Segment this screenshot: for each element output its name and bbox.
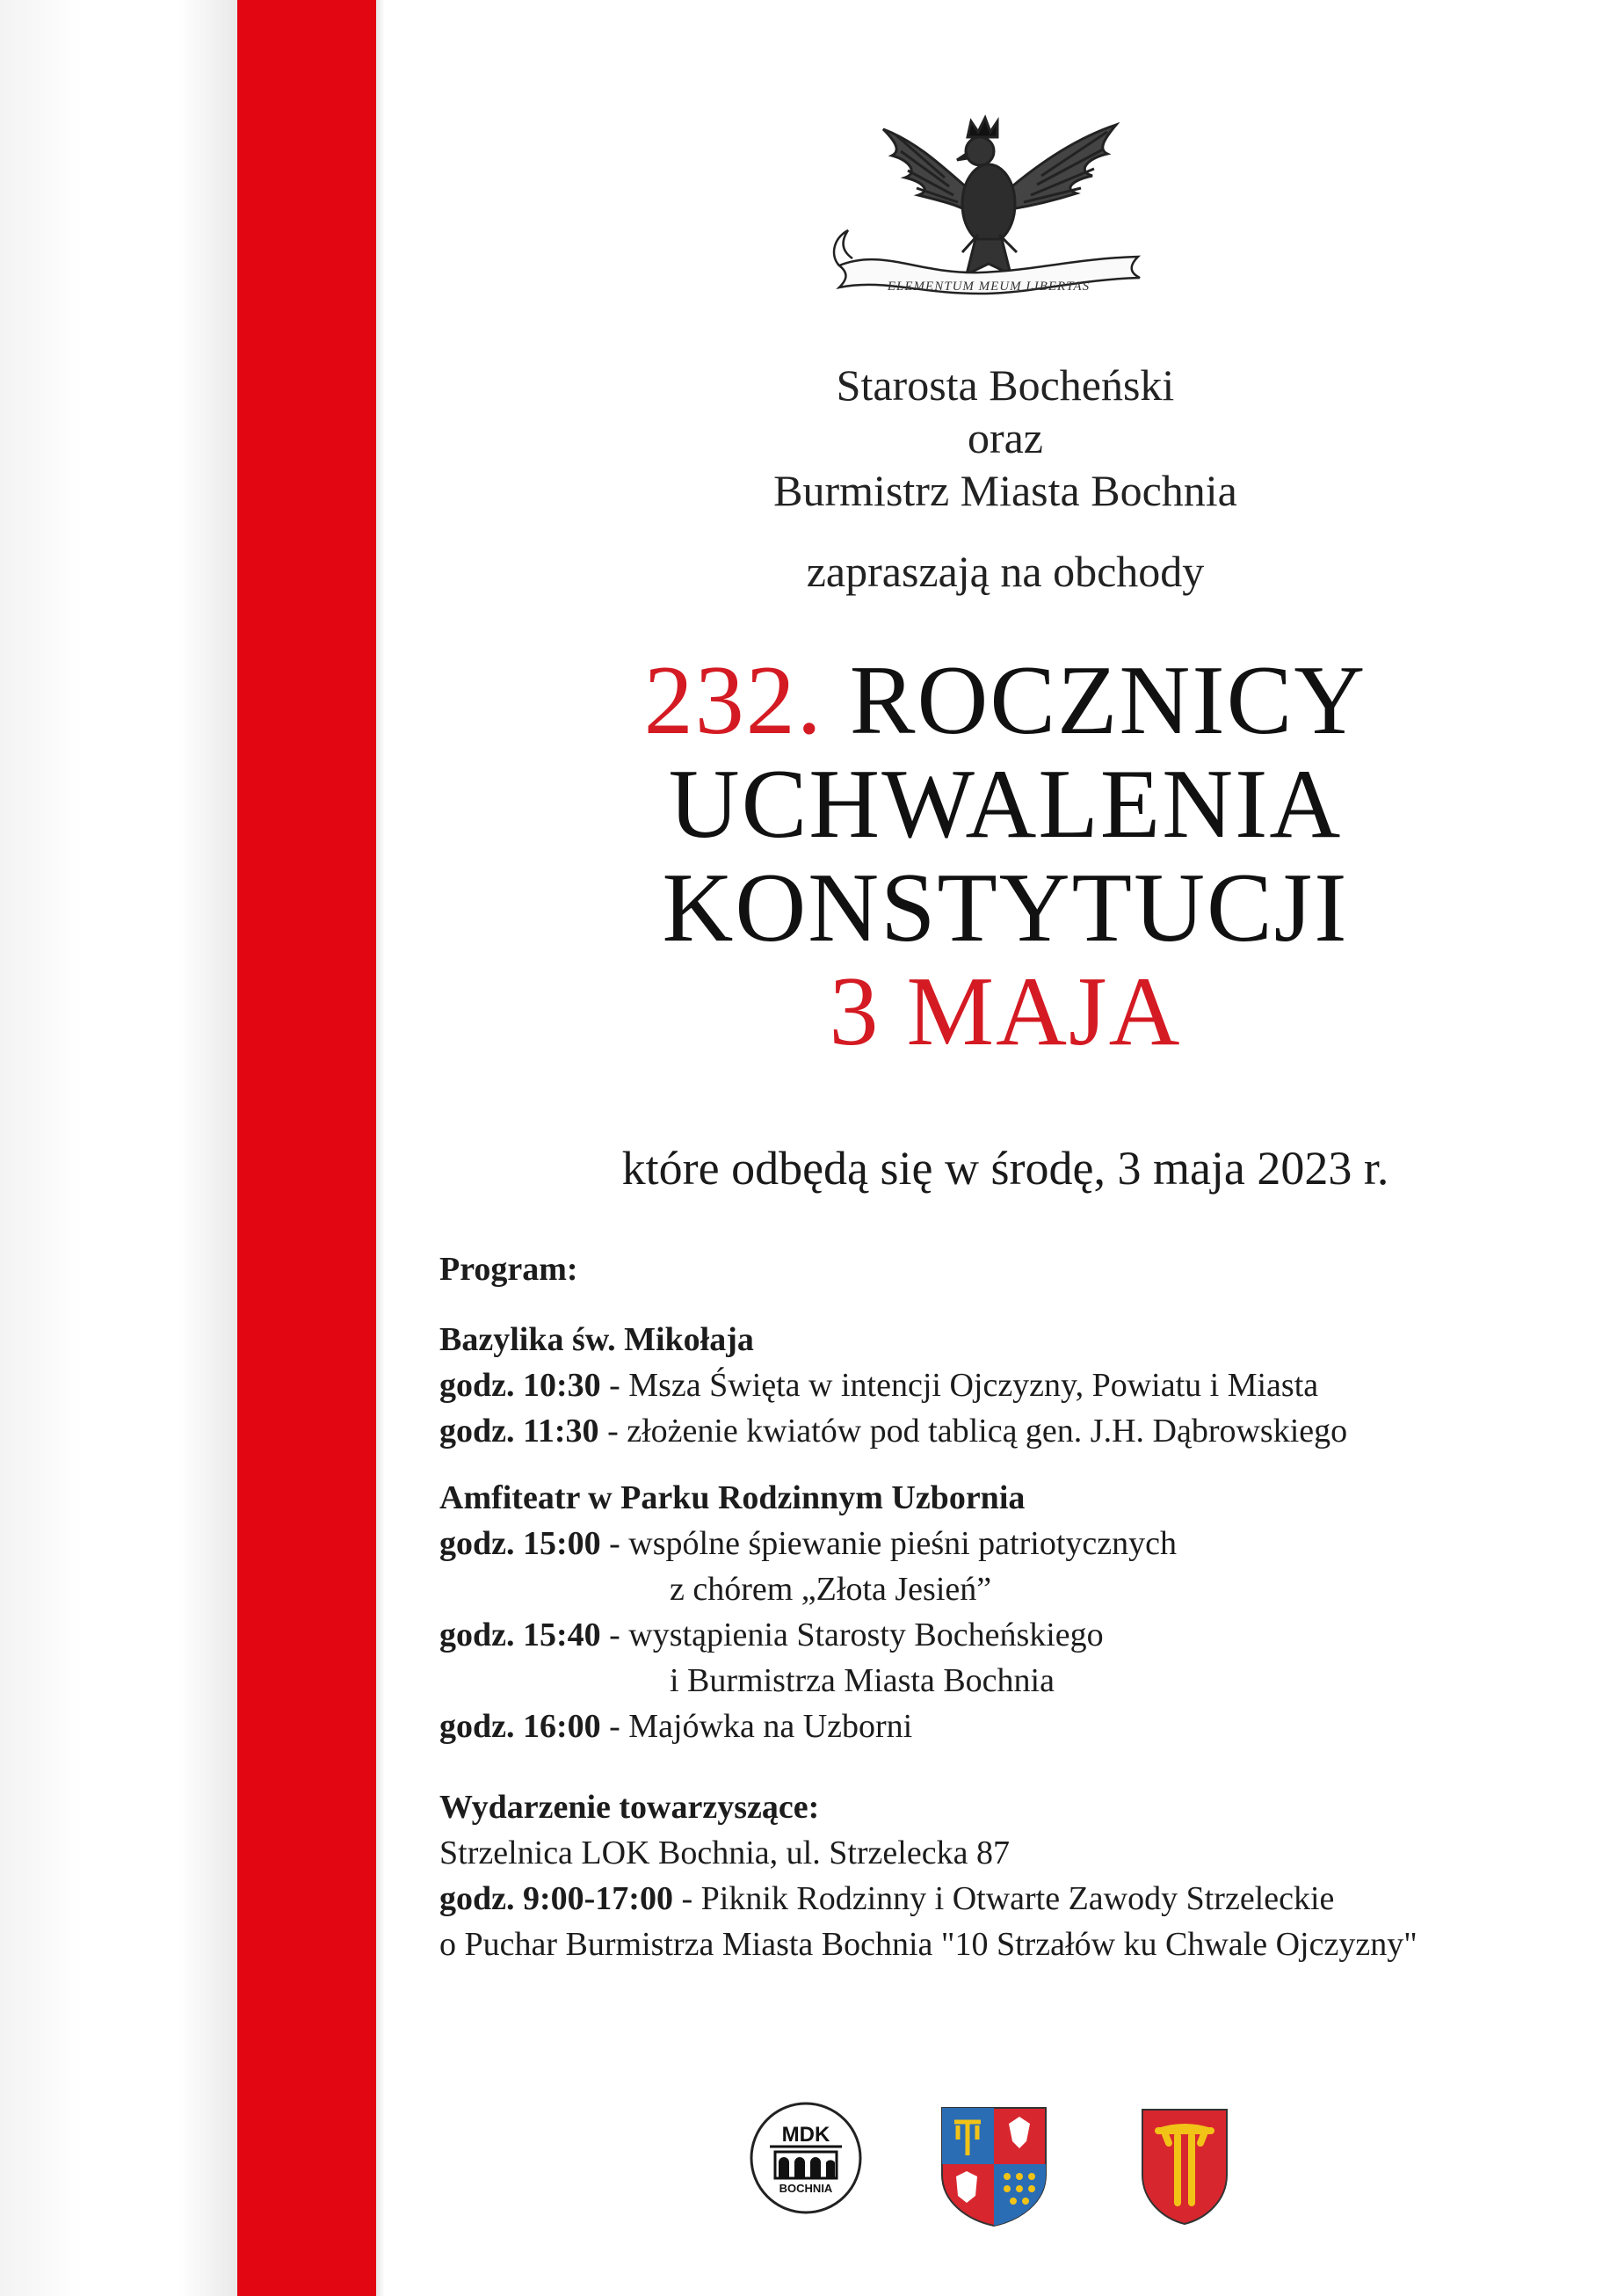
headline-line-4: 3 MAJA xyxy=(829,957,1182,1066)
headline-word-rocznicy: ROCZNICY xyxy=(849,646,1367,755)
intro-block xyxy=(387,359,1624,517)
venue-bazylika: Bazylika św. Mikołaja xyxy=(439,1321,754,1358)
program-text: - Msza Święta w intencji Ojczyzny, Powiatu i Miasta xyxy=(600,1367,1319,1404)
program-text: - Piknik Rodzinny i Otwarte Zawody Strzeleckie xyxy=(672,1880,1335,1917)
program-time: godz. 11:30 xyxy=(439,1413,599,1450)
invite-line: zapraszają na obchody xyxy=(806,547,1205,596)
program-item xyxy=(439,1876,1599,1922)
program-time: godz. 15:00 xyxy=(439,1525,601,1562)
headline xyxy=(387,646,1624,1066)
dateline: które odbędą się w środę, 3 maja 2023 r. xyxy=(621,1142,1389,1195)
headline-line-3: KONSTYTUCJI xyxy=(662,854,1349,963)
eagle-motto: ELEMENTUM MEUM LIBERTAS xyxy=(887,280,1091,294)
program-item xyxy=(439,1408,1599,1454)
bochnia-city-coat-of-arms-icon xyxy=(1139,2106,1230,2227)
side-event-label: Wydarzenie towarzyszące: xyxy=(439,1789,820,1826)
flag-red-stripe xyxy=(237,0,376,2296)
program-time: godz. 15:40 xyxy=(439,1617,601,1653)
program-text: - złożenie kwiatów pod tablicą gen. J.H. Dąbrowskiego xyxy=(598,1413,1348,1450)
program-label: Program: xyxy=(439,1251,578,1288)
headline-line-2: UCHWALENIA xyxy=(668,750,1343,859)
program-time: godz. 10:30 xyxy=(439,1367,601,1404)
program-item-continuation: i Burmistrza Miasta Bochnia xyxy=(670,1662,1055,1699)
mdk-logo-text: MDK xyxy=(781,2123,830,2147)
side-event-place: Strzelnica LOK Bochnia, ul. Strzelecka 87 xyxy=(439,1835,1010,1871)
program-time: godz. 9:00-17:00 xyxy=(439,1880,673,1917)
venue-amfiteatr: Amfiteatr w Parku Rodzinnym Uzbornia xyxy=(439,1479,1026,1516)
program-item-continuation: z chórem „Złota Jesień” xyxy=(670,1571,992,1608)
program-item xyxy=(439,1362,1599,1408)
program-text: - Majówka na Uzborni xyxy=(600,1708,913,1745)
flag-white-stripe xyxy=(0,0,237,2296)
mdk-logo-subtext: BOCHNIA xyxy=(779,2182,833,2195)
side-event-continuation: o Puchar Burmistrza Miasta Bochnia "10 Strzałów ku Chwale Ojczyzny" xyxy=(439,1926,1417,1963)
flag-stripe-shadow xyxy=(376,0,385,2296)
intro-line-burmistrz: Burmistrz Miasta Bochnia xyxy=(773,466,1237,515)
program-section xyxy=(439,1246,1599,1967)
program-text: - wspólne śpiewanie pieśni patriotycznych xyxy=(600,1525,1177,1562)
program-item xyxy=(439,1612,1599,1658)
intro-line-oraz: oraz xyxy=(967,413,1044,462)
anniversary-number: 232. xyxy=(643,646,823,755)
program-time: godz. 16:00 xyxy=(439,1708,601,1745)
powiat-bochenski-coat-of-arms-icon xyxy=(939,2104,1049,2229)
headline-line-1 xyxy=(387,646,1624,755)
program-item xyxy=(439,1704,1599,1749)
mdk-bochnia-logo-icon xyxy=(749,2101,863,2215)
program-text: - wystąpienia Starosty Bocheńskiego xyxy=(600,1617,1104,1653)
program-item xyxy=(439,1521,1599,1566)
intro-line-starosta: Starosta Bocheński xyxy=(836,360,1175,410)
